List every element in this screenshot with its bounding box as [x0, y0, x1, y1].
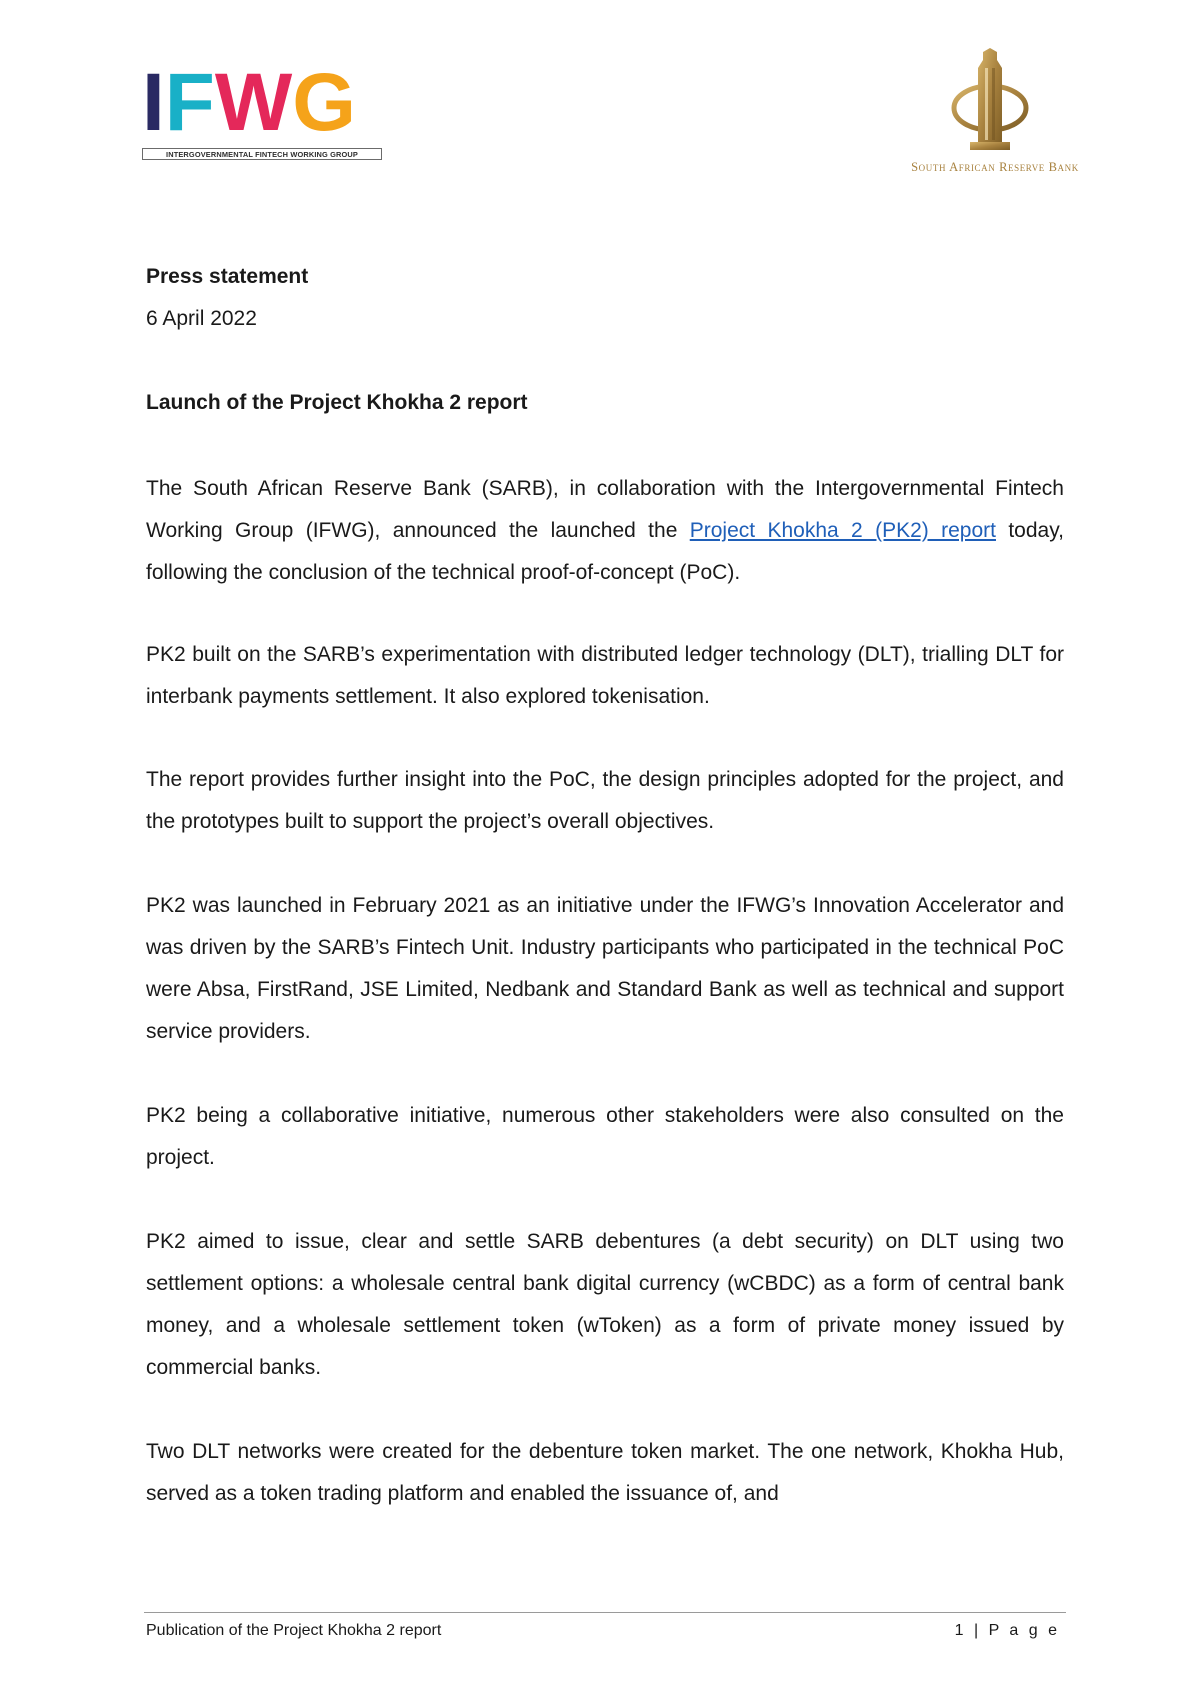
sarb-building-emblem-icon	[950, 46, 1030, 154]
paragraph-intro-text-before: The South African Reserve Bank (SARB), in collaboration with the Intergovernmental Fintech Working Group (IFWG), announced the launched the	[146, 477, 1064, 542]
document-title: Launch of the Project Khokha 2 report	[146, 391, 528, 414]
paragraph-intro-text-after: today, following the conclusion of the technical proof-of-concept (PoC).	[146, 519, 1064, 584]
page-number: 1 | P a g e	[954, 1622, 1060, 1639]
ifwg-tagline: INTERGOVERNMENTAL FINTECH WORKING GROUP	[166, 149, 358, 159]
paragraph: PK2 built on the SARB’s experimentation with distributed ledger technology (DLT), trialling DLT for interbank payments settlement. It also explored tokenisation.	[146, 643, 1064, 708]
sarb-name: South African Reserve Bank	[911, 160, 1079, 174]
paragraph: PK2 was launched in February 2021 as an initiative under the IFWG’s Innovation Accelerator and was driven by the SARB’s Fintech Unit. Industry participants who participated in the technical PoC were Absa, FirstRand, JSE Limited, Nedbank and Standard Bank as well as technical and support service providers.	[146, 894, 1064, 1043]
ifwg-letter-g: G	[292, 57, 357, 148]
paragraph: PK2 aimed to issue, clear and settle SARB debentures (a debt security) on DLT using two settlement options: a wholesale central bank digital currency (wCBDC) as a form of central bank money, and a wholesale settlement token (wToken) as a form of private money issued by commercial banks.	[146, 1230, 1064, 1379]
document-date: 6 April 2022	[146, 307, 257, 330]
paragraph: PK2 being a collaborative initiative, numerous other stakeholders were also consulted on the project.	[146, 1104, 1064, 1169]
paragraph: Two DLT networks were created for the debenture token market. The one network, Khokha Hub, served as a token trading platform and enabled the issuance of, and	[146, 1440, 1064, 1505]
ifwg-letter-i: I	[142, 57, 165, 148]
ifwg-wordmark	[142, 57, 387, 148]
document-type: Press statement	[146, 265, 309, 288]
paragraph-intro	[146, 468, 1064, 594]
ifwg-tagline-box	[142, 148, 382, 160]
ifwg-letter-w: W	[214, 57, 293, 148]
sarb-logo	[890, 46, 1100, 176]
footer-title: Publication of the Project Khokha 2 report	[146, 1622, 442, 1639]
report-link[interactable]: Project Khokha 2 (PK2) report	[689, 519, 996, 542]
ifwg-logo	[142, 57, 387, 166]
ifwg-letter-f: F	[164, 57, 215, 148]
footer-divider	[144, 1612, 1066, 1613]
paragraph: The report provides further insight into the PoC, the design principles adopted for the project, and the prototypes built to support the project’s overall objectives.	[146, 768, 1064, 833]
